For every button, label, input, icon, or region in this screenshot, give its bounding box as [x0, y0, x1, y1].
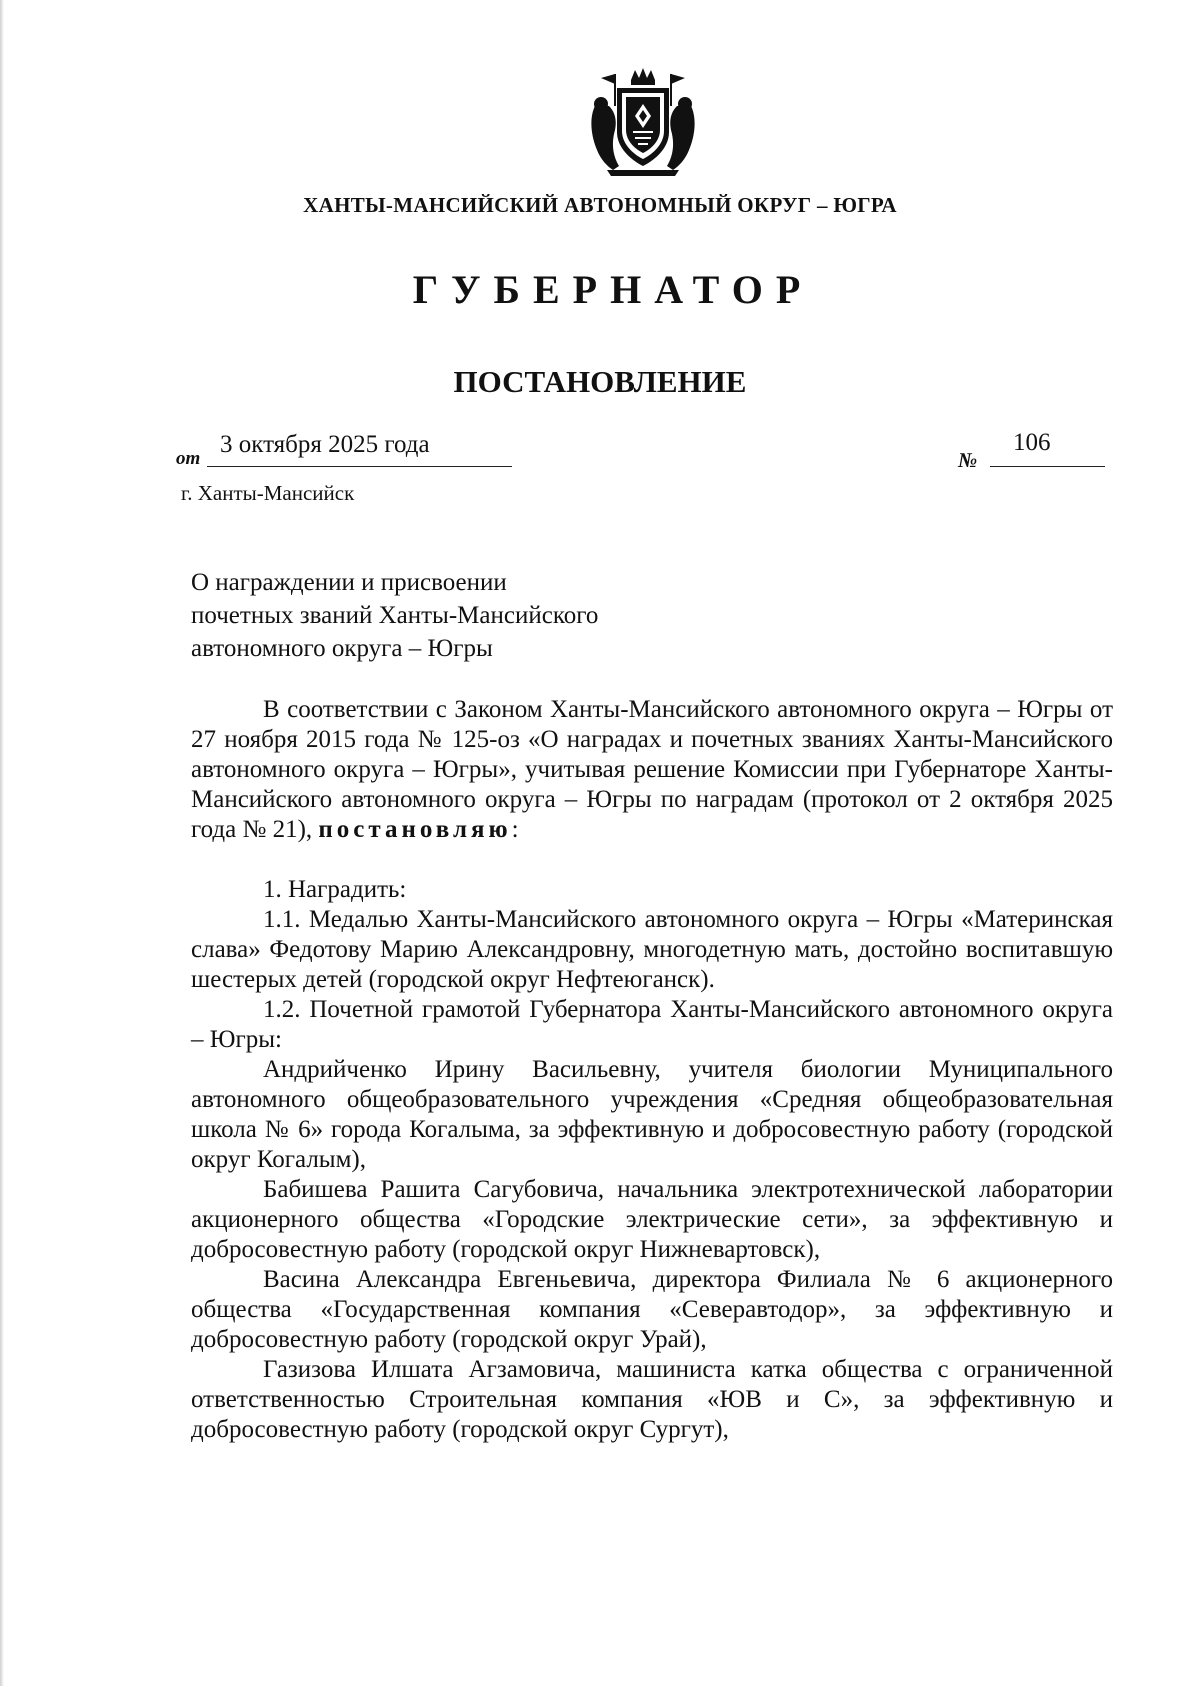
paragraph-item-1: 1. Наградить:	[263, 876, 407, 903]
awardee-paragraph: Андрийченко Ирину Васильевну, учителя биологии Муниципального автономного общеобразовательного учреждения «Средняя общеобразовательная школа № 6» города Когалыма, за эффективную и добросовестную работу (городской округ Когалым),	[191, 1056, 1113, 1173]
region-name: ХАНТЫ-МАНСИЙСКИЙ АВТОНОМНЫЙ ОКРУГ – ЮГРА	[303, 193, 897, 217]
awardee-paragraph: Васина Александра Евгеньевича, директора Филиала № 6 акционерного общества «Государственная компания «Северавтодор», за эффективную и добросовестную работу (городской округ Урай),	[191, 1266, 1113, 1353]
document-number: 106	[1013, 429, 1051, 456]
preamble-text: В соответствии с Законом Ханты-Мансийского автономного округа – Югры от 27 ноября 2015 года № 125-оз «О наградах и почетных званиях Ханты-Мансийского автономного округа – Югры», учитывая решение Комиссии при Губернаторе Ханты-Мансийского автономного округа – Югры по наградам (протокол от 2 октября 2025 года № 21),	[191, 696, 1113, 843]
document-date: 3 октября 2025 года	[220, 431, 430, 458]
paragraph-item-1-1: 1.1. Медалью Ханты-Мансийского автономного округа – Югры «Материнская слава» Федотову Марию Александровну, многодетную мать, достойно воспитавшую шестерых детей (городской округ Нефтеюганск).	[191, 906, 1113, 993]
resolve-colon: :	[511, 816, 519, 843]
resolve-word: постановляю	[318, 816, 512, 843]
subject-line: О награждении и присвоении	[191, 569, 507, 596]
subject-line: автономного округа – Югры	[191, 635, 493, 662]
document-subject	[191, 566, 751, 665]
preamble-paragraph	[191, 695, 1113, 845]
date-prefix: от	[176, 448, 201, 469]
date-underline	[207, 466, 512, 467]
coat-of-arms-emblem	[585, 66, 701, 176]
awardee-paragraph: Бабишева Рашита Сагубовича, начальника электротехнической лаборатории акционерного общества «Городские электрические сети», за эффективную и добросовестную работу (городской округ Нижневартовск),	[191, 1176, 1113, 1263]
subject-line: почетных званий Ханты-Мансийского	[191, 602, 599, 629]
number-prefix: №	[958, 448, 978, 472]
number-underline	[990, 466, 1105, 467]
document-body	[191, 695, 1113, 1445]
scan-edge	[0, 0, 4, 1686]
authority-title: ГУБЕРНАТОР	[412, 267, 814, 312]
awardee-paragraph: Газизова Илшата Агзамовича, машиниста катка общества с ограниченной ответственностью Строительная компания «ЮВ и С», за эффективную и добросовестную работу (городской округ Сургут),	[191, 1356, 1113, 1443]
paragraph-item-1-2: 1.2. Почетной грамотой Губернатора Ханты-Мансийского автономного округа – Югры:	[191, 996, 1113, 1053]
document-type: ПОСТАНОВЛЕНИЕ	[453, 364, 747, 399]
document-place: г. Ханты-Мансийск	[181, 481, 355, 505]
